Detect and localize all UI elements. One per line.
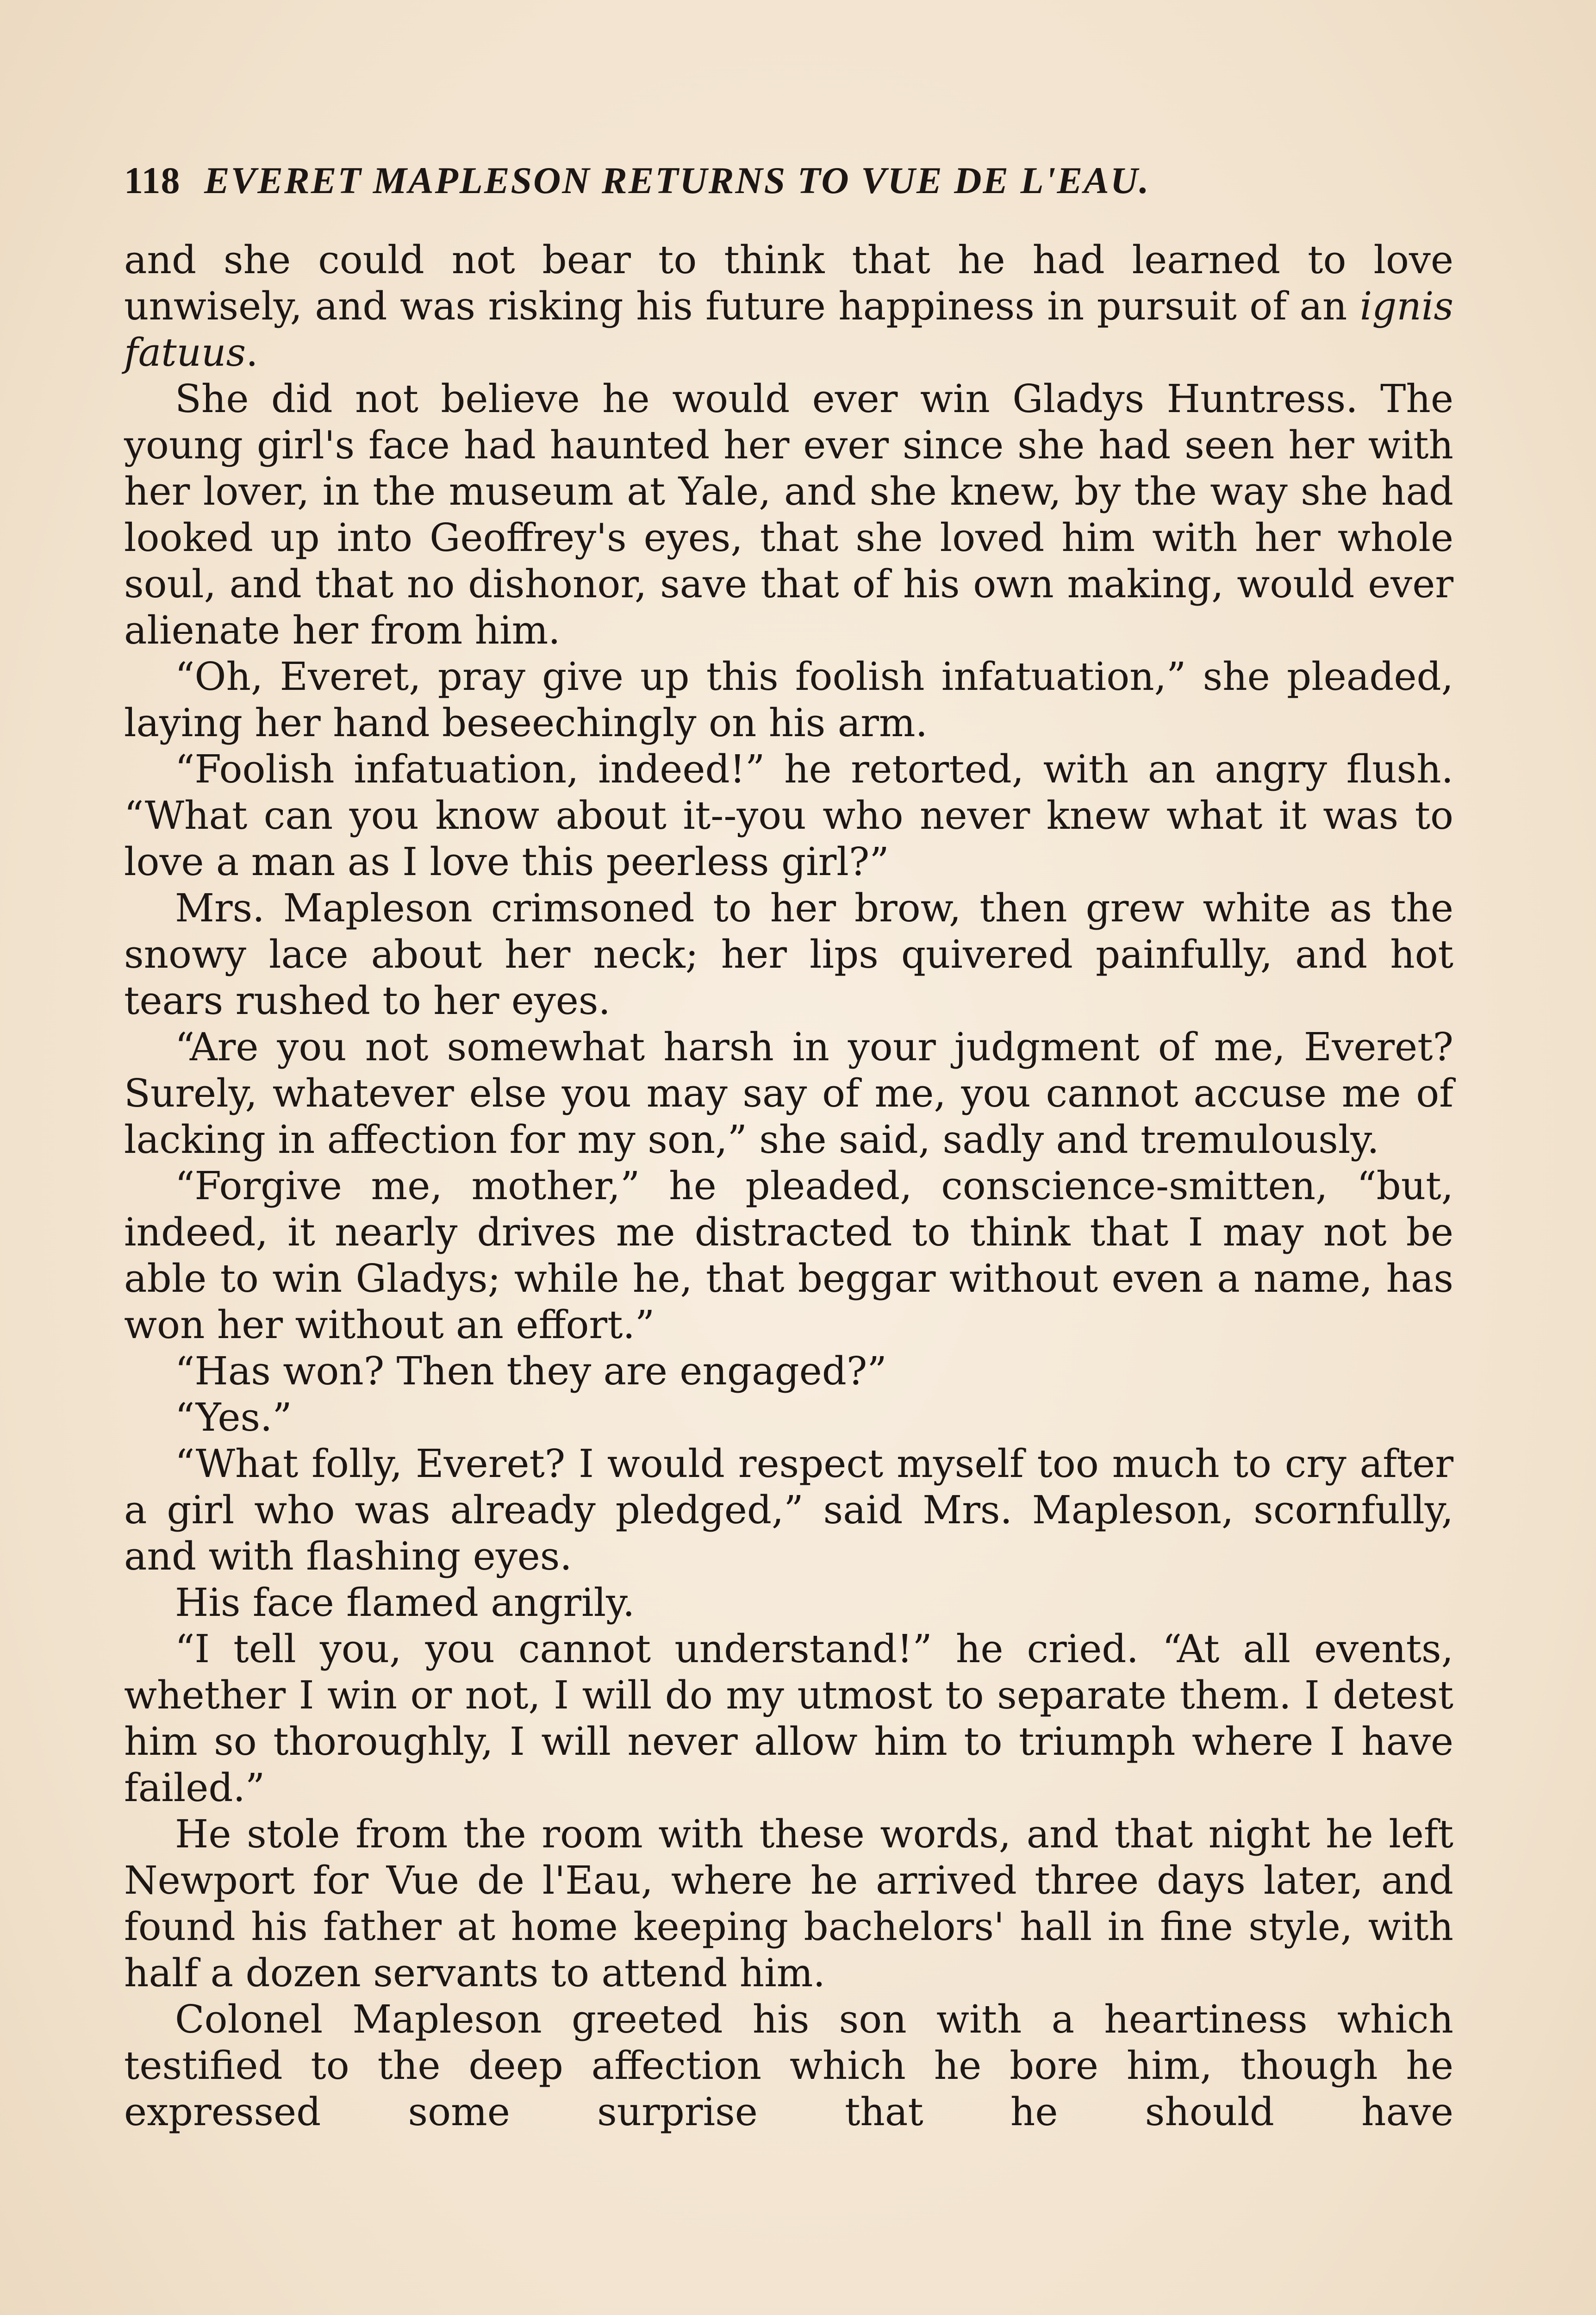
paragraph: “Forgive me, mother,” he pleaded, conscience-smitten, “but, indeed, it nearly drives me distracted to think that I may not be able to win Gladys; while he, that beggar without even a name, has won her without an effort.” xyxy=(124,1164,1453,1347)
paragraph-text: and she could not bear to think that he had learned to love unwisely, and was risking his future happiness in pursuit of an xyxy=(124,238,1453,329)
page-header xyxy=(124,157,1453,204)
paragraph: She did not believe he would ever win Gladys Huntress. The young girl's face had haunted her ever since she had seen her with her lover, in the museum at Yale, and she knew, by the way she had looked up into Geoffrey's eyes, that she loved him with her whole soul, and that no dishonor, save that of his own making, would ever alienate her from him. xyxy=(124,376,1453,653)
paragraph: “Has won? Then they are engaged?” xyxy=(175,1349,887,1394)
paragraph: “What folly, Everet? I would respect myself too much to cry after a girl who was already pledged,” said Mrs. Mapleson, scornfully, and with flashing eyes. xyxy=(124,1441,1453,1579)
paragraph: Mrs. Mapleson crimsoned to her brow, then grew white as the snowy lace about her neck; her lips quivered painfully, and hot tears rushed to her eyes. xyxy=(124,886,1453,1023)
paragraph: “I tell you, you cannot understand!” he cried. “At all events, whether I win or not, I will do my utmost to separate them. I detest him so thoroughly, I will never allow him to triumph where I have failed.” xyxy=(124,1627,1453,1810)
paragraph: “Are you not somewhat harsh in your judgment of me, Everet? Surely, whatever else you may say of me, you cannot accuse me of lacking in affection for my son,” she said, sadly and tremulously. xyxy=(124,1025,1453,1162)
paragraph: Colonel Mapleson greeted his son with a heartiness which testified to the deep affection which he bore him, though he expressed some surprise that he should have xyxy=(124,1997,1453,2134)
body-text xyxy=(124,237,1453,2135)
paragraph: “Oh, Everet, pray give up this foolish infatuation,” she pleaded, laying her hand beseechingly on his arm. xyxy=(124,654,1453,745)
paragraph xyxy=(124,237,1453,376)
paragraph: “Yes.” xyxy=(175,1395,292,1440)
paragraph: He stole from the room with these words, and that night he left Newport for Vue de l'Eau, where he arrived three days later, and found his father at home keeping bachelors' hall in fine style, with half a dozen servants to attend him. xyxy=(124,1812,1453,1996)
paragraph-text: . xyxy=(246,330,258,375)
paragraph: His face flamed angrily. xyxy=(175,1580,635,1625)
paragraph: “Foolish infatuation, indeed!” he retorted, with an angry flush. “What can you know about it--you who never knew what it was to love a man as I love this peerless girl?” xyxy=(124,747,1453,884)
book-page xyxy=(124,157,1453,2135)
running-title: EVERET MAPLESON RETURNS TO VUE DE L'EAU. xyxy=(204,159,1150,201)
page-number: 118 xyxy=(124,159,181,201)
italic-phrase: ignis fatuus xyxy=(124,284,1453,375)
